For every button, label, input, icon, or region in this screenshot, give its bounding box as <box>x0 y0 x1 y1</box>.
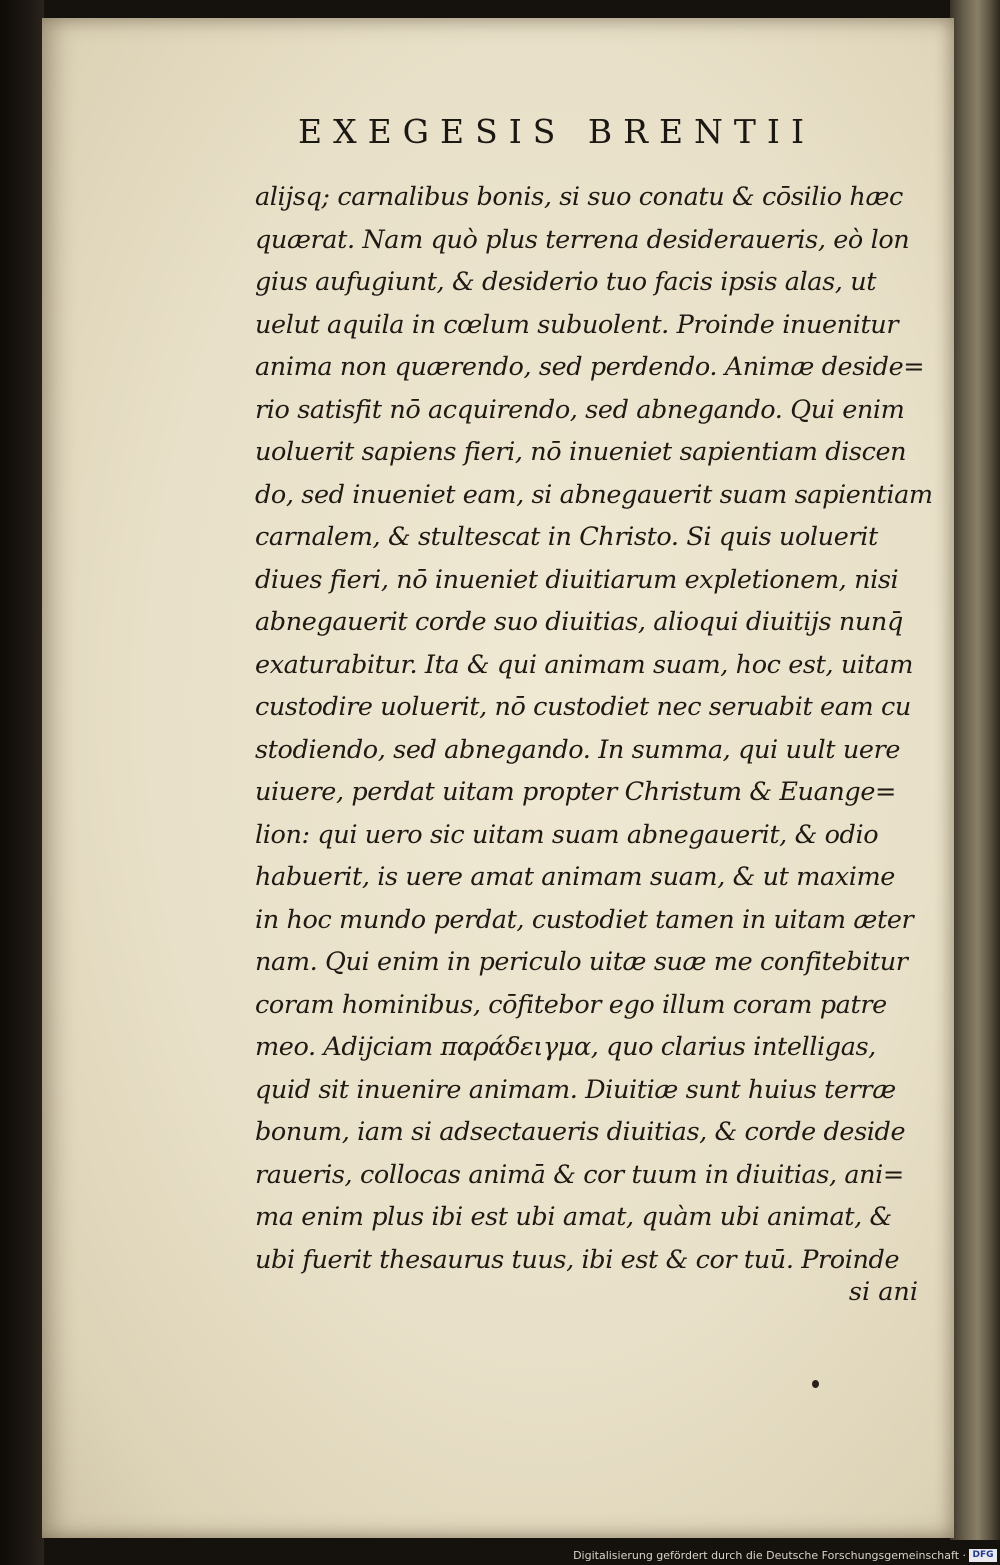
text-line: stodiendo, sed abnegando. In summa, qui uult uere <box>255 734 901 765</box>
running-head: EXEGESIS BRENTII <box>298 112 816 151</box>
text-line: alijsq; carnalibus bonis, si suo conatu & cōsilio hæc <box>255 182 903 212</box>
text-line: bonum, iam si adsectaueris diuitias, & corde deside <box>255 1117 906 1147</box>
text-line: gius aufugiunt, & desiderio tuo facis ipsis alas, ut <box>255 267 877 297</box>
text-line: lion: qui uero sic uitam suam abnegauerit, & odio <box>255 819 879 850</box>
text-line: uoluerit sapiens fieri, nō inueniet sapientiam discen <box>255 437 907 467</box>
text-line: diues fieri, nō inueniet diuitiarum expletionem, nisi <box>255 564 899 595</box>
text-line: uelut aquila in cœlum subuolent. Proinde inuenitur <box>255 309 899 340</box>
dfg-logo: DFG <box>969 1549 997 1562</box>
text-line: coram hominibus, cōfitebor ego illum coram patre <box>255 989 887 1020</box>
text-line: uiuere, perdat uitam propter Christum & Euange= <box>255 777 896 807</box>
ink-dot <box>812 1380 819 1388</box>
text-line: meo. Adijciam παράδειγμα, quo clarius intelligas, <box>255 1032 876 1062</box>
text-line: raueris, collocas animā & cor tuum in diuitias, ani= <box>255 1159 904 1190</box>
text-line: do, sed inueniet eam, si abnegauerit suam sapientiam <box>255 479 933 510</box>
text-line: in hoc mundo perdat, custodiet tamen in uitam æter <box>255 904 914 935</box>
text-line: nam. Qui enim in periculo uitæ suæ me confitebitur <box>255 947 908 977</box>
text-line: quid sit inuenire animam. Diuitiæ sunt huius terræ <box>255 1074 896 1105</box>
digitization-credit: Digitalisierung gefördert durch die Deutsche Forschungsgemeinschaft · <box>573 1549 966 1562</box>
text-line: ma enim plus ibi est ubi amat, quàm ubi animat, & <box>255 1202 892 1232</box>
text-line: custodire uoluerit, nō custodiet nec seruabit eam cu <box>255 692 911 722</box>
text-line: exaturabitur. Ita & qui animam suam, hoc est, uitam <box>255 649 914 680</box>
page-edges <box>950 0 1000 1540</box>
text-block <box>255 176 933 1281</box>
catchword: si ani <box>848 1277 918 1307</box>
text-line: quærat. Nam quò plus terrena desideraueris, eò lon <box>255 224 910 255</box>
text-line: habuerit, is uere amat animam suam, & ut maxime <box>255 862 895 892</box>
text-line: ubi fuerit thesaurus tuus, ibi est & cor tuū. Proinde <box>255 1244 900 1275</box>
book-binding <box>0 0 44 1565</box>
text-line: carnalem, & stultescat in Christo. Si quis uoluerit <box>255 522 878 552</box>
text-line: anima non quærendo, sed perdendo. Animæ deside= <box>255 352 925 382</box>
text-line: abnegauerit corde suo diuitias, alioqui diuitijs nunq̄ <box>255 607 903 637</box>
text-line: rio satisfit nō acquirendo, sed abnegando. Qui enim <box>255 394 905 425</box>
